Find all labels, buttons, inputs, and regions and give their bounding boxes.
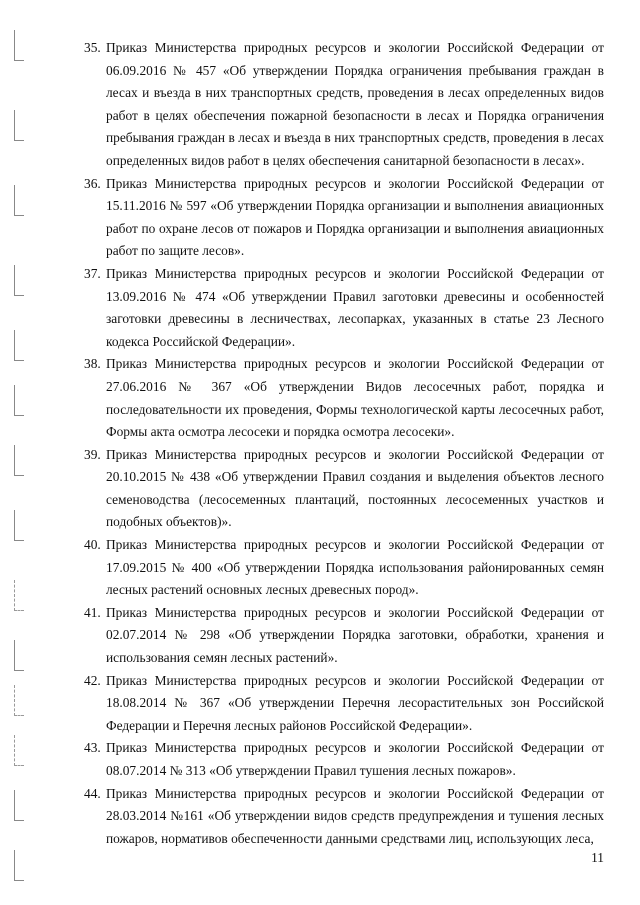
list-item: [84, 173, 604, 263]
margin-mark: [14, 385, 24, 416]
list-item: [84, 37, 604, 173]
item-text: Приказ Министерства природных ресурсов и экологии Российской Федерации от 13.09.2016 № 474 «Об утверждении Правил заготовки древесины и особенностей заготовки древесины в лесничествах, лесопарках, указанных в статье 23 Лесного кодекса Российской Федерации».: [106, 265, 604, 349]
item-text: Приказ Министерства природных ресурсов и экологии Российской Федерации от 27.06.2016 № 367 «Об утверждении Видов лесосечных работ, порядка и последовательности их проведения, Формы технологической карты лесосечных работ, Формы акта осмотра лесосеки и порядка осмотра лесосеки».: [106, 356, 604, 440]
item-text: Приказ Министерства природных ресурсов и экологии Российской Федерации от 17.09.2015 № 400 «Об утверждении Порядка использования районированных семян лесных растений основных лесных древесных пород».: [106, 537, 604, 598]
item-number: 42.: [84, 672, 101, 688]
margin-mark: [14, 735, 24, 766]
margin-mark: [14, 330, 24, 361]
margin-mark: [14, 265, 24, 296]
item-text: Приказ Министерства природных ресурсов и экологии Российской Федерации от 06.09.2016 № 457 «Об утверждении Порядка ограничения пребывания граждан в лесах и въезда в них транспортных средств, проведения в лесах определенных видов работ в целях обеспечения пожарной безопасности в лесах и Порядка ограничения пребывания граждан в лесах и въезда в них транспортных средств, проведения в лесах определенных видов работ в целях обеспечения санитарной безопасности в лесах».: [106, 40, 604, 168]
legal-acts-list: [84, 37, 604, 850]
margin-mark: [14, 445, 24, 476]
list-item: [84, 737, 604, 782]
margin-mark: [14, 580, 24, 611]
list-item: [84, 444, 604, 534]
item-text: Приказ Министерства природных ресурсов и экологии Российской Федерации от 20.10.2015 № 438 «Об утверждении Правил создания и выделения объектов лесного семеноводства (лесосеменных плантаций, постоянных лесосеменных участков и подобных объектов)».: [106, 446, 604, 530]
item-number: 37.: [84, 265, 101, 281]
list-item: [84, 263, 604, 353]
item-number: 44.: [84, 785, 101, 801]
margin-mark: [14, 640, 24, 671]
margin-mark: [14, 790, 24, 821]
list-item: [84, 534, 604, 602]
page-number: 11: [591, 850, 604, 865]
item-number: 36.: [84, 175, 101, 191]
list-item: [84, 602, 604, 670]
list-item: [84, 353, 604, 443]
margin-mark: [14, 110, 24, 141]
item-text: Приказ Министерства природных ресурсов и экологии Российской Федерации от 18.08.2014 № 367 «Об утверждении Перечня лесорастительных зон Российской Федерации и Перечня лесных районов Российской Федерации».: [106, 672, 604, 733]
item-text: Приказ Министерства природных ресурсов и экологии Российской Федерации от 08.07.2014 № 313 «Об утверждении Правил тушения лесных пожаров».: [106, 740, 604, 778]
margin-mark: [14, 685, 24, 716]
list-item: [84, 670, 604, 738]
margin-mark: [14, 510, 24, 541]
margin-mark: [14, 185, 24, 216]
scan-margin-marks: [14, 20, 26, 890]
item-number: 43.: [84, 740, 101, 756]
item-number: 39.: [84, 446, 101, 462]
item-text: Приказ Министерства природных ресурсов и экологии Российской Федерации от 28.03.2014 №161 «Об утверждении видов средств предупреждения и тушения лесных пожаров, нормативов обеспеченности данными средствами лиц, использующих леса,: [106, 785, 604, 846]
item-text: Приказ Министерства природных ресурсов и экологии Российской Федерации от 15.11.2016 № 597 «Об утверждении Порядка организации и выполнения авиационных работ по охране лесов от пожаров и Порядка организации и выполнения авиационных работ по защите лесов».: [106, 175, 604, 259]
item-number: 35.: [84, 40, 101, 55]
margin-mark: [14, 30, 24, 61]
item-text: Приказ Министерства природных ресурсов и экологии Российской Федерации от 02.07.2014 № 298 «Об утверждении Порядка заготовки, обработки, хранения и использования семян лесных растений».: [106, 604, 604, 666]
item-number: 41.: [84, 604, 101, 620]
margin-mark: [14, 850, 24, 881]
item-number: 40.: [84, 537, 101, 553]
list-item: [84, 783, 604, 851]
item-number: 38.: [84, 356, 101, 372]
